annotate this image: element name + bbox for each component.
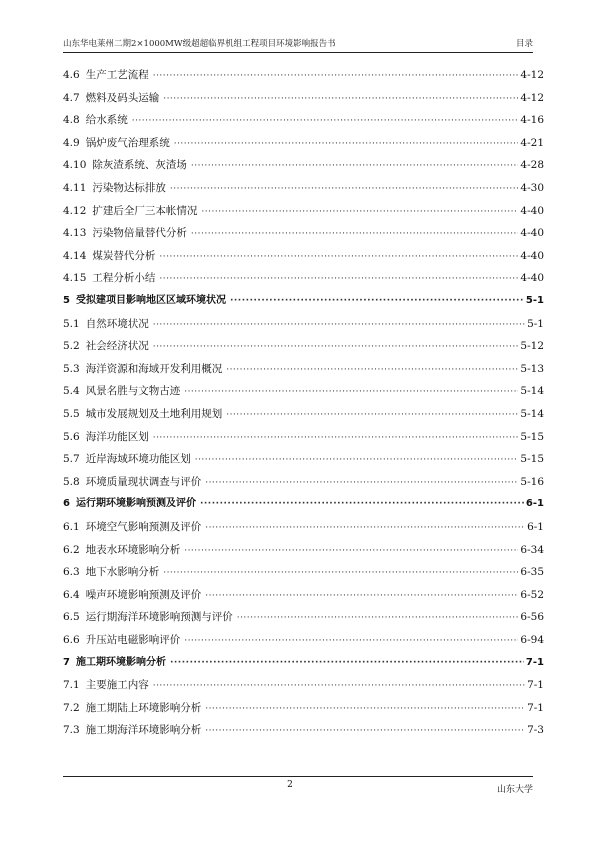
toc-entry[interactable] bbox=[63, 247, 544, 265]
toc-entry-page: 6-56 bbox=[520, 611, 544, 624]
toc-entry-page: 4-30 bbox=[520, 182, 544, 194]
toc-entry-number: 7.1 bbox=[63, 679, 80, 692]
document-title: 山东华电莱州二期2×1000MW级超超临界机组工程项目环境影响报告书 bbox=[63, 39, 336, 49]
toc-entry[interactable] bbox=[63, 111, 544, 129]
toc-leader-dots bbox=[170, 654, 524, 672]
toc-leader-dots bbox=[205, 587, 518, 605]
toc-entry[interactable] bbox=[63, 292, 544, 310]
toc-entry-number: 5.1 bbox=[63, 317, 80, 330]
toc-entry[interactable] bbox=[63, 89, 544, 107]
toc-entry-title: 燃料及码头运输 bbox=[85, 91, 160, 104]
toc-entry-number: 7.2 bbox=[63, 701, 80, 714]
toc-leader-dots bbox=[195, 451, 519, 469]
toc-entry-number: 7 bbox=[63, 656, 70, 668]
toc-entry-title: 施工期陆上环境影响分析 bbox=[85, 701, 202, 714]
toc-leader-dots bbox=[191, 225, 519, 243]
toc-entry[interactable] bbox=[63, 224, 544, 242]
toc-entry[interactable] bbox=[63, 360, 544, 378]
toc-entry-number: 5.2 bbox=[63, 340, 80, 353]
toc-entry-title: 污染物达标排放 bbox=[92, 182, 166, 194]
toc-entry-title: 风景名胜与文物古迹 bbox=[85, 385, 181, 398]
toc-leader-dots bbox=[159, 270, 518, 288]
toc-entry-page: 5-15 bbox=[520, 453, 544, 466]
toc-entry-title: 运行期海洋环境影响预测与评价 bbox=[85, 611, 233, 624]
toc-entry-page: 7-1 bbox=[527, 701, 544, 714]
toc-entry[interactable] bbox=[63, 676, 544, 694]
toc-leader-dots bbox=[163, 90, 518, 108]
toc-entry-number: 4.7 bbox=[63, 91, 80, 104]
toc-entry-title: 受拟建项目影响地区区域环境状况 bbox=[75, 295, 226, 306]
toc-entry-page: 6-52 bbox=[520, 588, 544, 601]
toc-entry-page: 6-1 bbox=[527, 521, 544, 533]
toc-entry-page: 5-15 bbox=[520, 430, 544, 443]
toc-entry-page: 4-40 bbox=[520, 272, 544, 285]
toc-entry-page: 4-21 bbox=[520, 136, 544, 149]
toc-entry[interactable] bbox=[63, 563, 544, 581]
toc-entry-page: 4-12 bbox=[520, 91, 544, 104]
toc-entry-number: 4.10 bbox=[63, 159, 87, 172]
toc-entry-number: 4.14 bbox=[63, 249, 87, 262]
toc-entry-title: 环境空气影响预测及评价 bbox=[85, 521, 202, 533]
toc-entry-page: 4-40 bbox=[520, 227, 544, 240]
toc-entry-title: 工程分析小结 bbox=[92, 272, 156, 285]
toc-leader-dots bbox=[159, 248, 518, 266]
toc-entry-title: 海洋功能区划 bbox=[85, 430, 149, 443]
toc-entry[interactable] bbox=[63, 608, 544, 626]
toc-leader-dots bbox=[153, 67, 519, 85]
toc-entry-number: 5.8 bbox=[63, 475, 80, 488]
toc-entry-title: 施工期环境影响分析 bbox=[75, 656, 166, 668]
toc-entry-title: 施工期海洋环境影响分析 bbox=[85, 724, 202, 737]
toc-entry-number: 6.1 bbox=[63, 521, 80, 533]
toc-entry-title: 给水系统 bbox=[85, 114, 128, 127]
toc-leader-dots bbox=[184, 383, 518, 401]
toc-entry[interactable] bbox=[63, 337, 544, 355]
toc-entry[interactable] bbox=[63, 66, 544, 84]
toc-entry[interactable] bbox=[63, 428, 544, 446]
toc-entry-title: 锅炉废气治理系统 bbox=[85, 136, 170, 149]
toc-entry[interactable] bbox=[63, 315, 544, 333]
toc-entry-number: 6 bbox=[63, 498, 70, 510]
toc-leader-dots bbox=[201, 203, 518, 221]
toc-leader-dots bbox=[191, 157, 519, 175]
toc-entry[interactable] bbox=[63, 202, 544, 220]
toc-entry-title: 噪声环境影响预测及评价 bbox=[85, 588, 202, 601]
toc-entry-number: 6.2 bbox=[63, 543, 80, 556]
toc-entry[interactable] bbox=[63, 382, 544, 400]
toc-leader-dots bbox=[153, 316, 525, 334]
toc-entry-number: 5.4 bbox=[63, 385, 80, 398]
toc-entry[interactable] bbox=[63, 179, 544, 197]
toc-entry-number: 5 bbox=[63, 295, 70, 306]
toc-entry-number: 6.6 bbox=[63, 634, 80, 646]
toc-entry-page: 6-35 bbox=[520, 566, 544, 579]
toc-entry-title: 社会经济状况 bbox=[85, 340, 149, 353]
toc-entry[interactable] bbox=[63, 721, 544, 739]
toc-leader-dots bbox=[205, 519, 525, 537]
toc-entry-number: 6.5 bbox=[63, 611, 80, 624]
toc-leader-dots bbox=[174, 135, 519, 153]
toc-entry-title: 近岸海域环境功能区划 bbox=[85, 453, 191, 466]
toc-entry[interactable] bbox=[63, 631, 544, 649]
toc-entry-page: 4-12 bbox=[520, 69, 544, 81]
toc-entry-number: 4.11 bbox=[63, 182, 87, 194]
toc-entry[interactable] bbox=[63, 495, 544, 513]
toc-entry-page: 5-1 bbox=[525, 295, 544, 306]
toc-entry[interactable] bbox=[63, 699, 544, 717]
toc-entry-page: 5-13 bbox=[520, 362, 544, 375]
toc-entry-title: 环境质量现状调查与评价 bbox=[85, 475, 202, 488]
toc-entry-number: 6.4 bbox=[63, 588, 80, 601]
toc-entry[interactable] bbox=[63, 134, 544, 152]
toc-entry-number: 4.13 bbox=[63, 227, 87, 240]
footer-institution: 山东大学 bbox=[496, 785, 533, 795]
toc-entry-page: 4-16 bbox=[520, 114, 544, 127]
page-header bbox=[63, 38, 533, 53]
toc-entry-title: 升压站电磁影响评价 bbox=[85, 634, 181, 646]
page-number: 2 bbox=[287, 780, 293, 790]
toc-entry-title: 自然环境状况 bbox=[85, 317, 149, 330]
toc-entry-number: 5.3 bbox=[63, 362, 80, 375]
toc-entry-title: 除灰渣系统、灰渣场 bbox=[92, 159, 187, 172]
toc-leader-dots bbox=[153, 429, 519, 447]
toc-entry[interactable] bbox=[63, 269, 544, 287]
toc-entry-page: 5-14 bbox=[520, 408, 544, 420]
toc-entry-page: 6-1 bbox=[525, 498, 544, 510]
toc-entry[interactable] bbox=[63, 518, 544, 536]
toc-leader-dots bbox=[153, 338, 519, 356]
toc-entry-title: 运行期环境影响预测及评价 bbox=[75, 498, 196, 510]
toc-entry-number: 4.6 bbox=[63, 69, 80, 81]
toc-entry-page: 4-40 bbox=[520, 249, 544, 262]
toc-entry[interactable] bbox=[63, 450, 544, 468]
toc-entry[interactable] bbox=[63, 586, 544, 604]
toc-entry-page: 6-34 bbox=[520, 543, 544, 556]
toc-entry-number: 5.5 bbox=[63, 408, 80, 420]
toc-entry-title: 地下水影响分析 bbox=[85, 566, 160, 579]
toc-entry-page: 5-12 bbox=[520, 340, 544, 353]
toc-entry-number: 5.6 bbox=[63, 430, 80, 443]
toc-entry[interactable] bbox=[63, 541, 544, 559]
toc-leader-dots bbox=[153, 677, 525, 695]
toc-leader-dots bbox=[163, 564, 518, 582]
toc-leader-dots bbox=[226, 361, 518, 379]
toc-entry-page: 7-1 bbox=[525, 656, 544, 668]
toc-entry-title: 扩建后全厂三本帐情况 bbox=[92, 204, 198, 217]
toc-entry-title: 海洋资源和海域开发利用概况 bbox=[85, 362, 223, 375]
toc-leader-dots bbox=[184, 542, 518, 560]
toc-leader-dots bbox=[200, 495, 524, 513]
toc-entry[interactable] bbox=[63, 405, 544, 423]
toc-entry[interactable] bbox=[63, 473, 544, 491]
toc-entry-title: 主要施工内容 bbox=[85, 679, 149, 692]
toc-entry-number: 4.8 bbox=[63, 114, 80, 127]
toc-leader-dots bbox=[205, 474, 518, 492]
toc-entry-number: 5.7 bbox=[63, 453, 80, 466]
toc-leader-dots bbox=[205, 700, 525, 718]
toc-entry-page: 4-28 bbox=[520, 159, 544, 172]
footer-divider bbox=[63, 776, 533, 777]
toc-entry-title: 地表水环境影响分析 bbox=[85, 543, 181, 556]
toc-entry-number: 7.3 bbox=[63, 724, 80, 737]
toc-leader-dots bbox=[170, 180, 519, 198]
toc-leader-dots bbox=[237, 609, 519, 627]
toc-leader-dots bbox=[205, 722, 525, 740]
toc-entry-title: 煤炭替代分析 bbox=[92, 249, 156, 262]
toc-entry-number: 4.9 bbox=[63, 136, 80, 149]
toc-entry-page: 4-40 bbox=[520, 204, 544, 217]
toc-entry-page: 5-16 bbox=[520, 475, 544, 488]
toc-entry-number: 6.3 bbox=[63, 566, 80, 579]
toc-entry-title: 生产工艺流程 bbox=[85, 69, 149, 81]
toc-entry-title: 城市发展规划及土地利用规划 bbox=[85, 408, 223, 420]
toc-entry-page: 5-1 bbox=[527, 317, 544, 330]
toc-entry-number: 4.12 bbox=[63, 204, 87, 217]
toc-entry-page: 5-14 bbox=[520, 385, 544, 398]
toc-entry-title: 污染物倍量替代分析 bbox=[92, 227, 187, 240]
toc-leader-dots bbox=[226, 406, 518, 424]
toc-entry-page: 7-1 bbox=[527, 679, 544, 692]
toc-entry-page: 7-3 bbox=[527, 724, 544, 737]
toc-leader-dots bbox=[184, 632, 518, 650]
section-label: 目录 bbox=[515, 39, 533, 49]
toc-entry[interactable] bbox=[63, 654, 544, 672]
toc-entry-number: 4.15 bbox=[63, 272, 87, 285]
toc-leader-dots bbox=[230, 292, 524, 310]
toc-entry[interactable] bbox=[63, 156, 544, 174]
toc-entry-page: 6-94 bbox=[520, 634, 544, 646]
toc-leader-dots bbox=[132, 112, 519, 130]
